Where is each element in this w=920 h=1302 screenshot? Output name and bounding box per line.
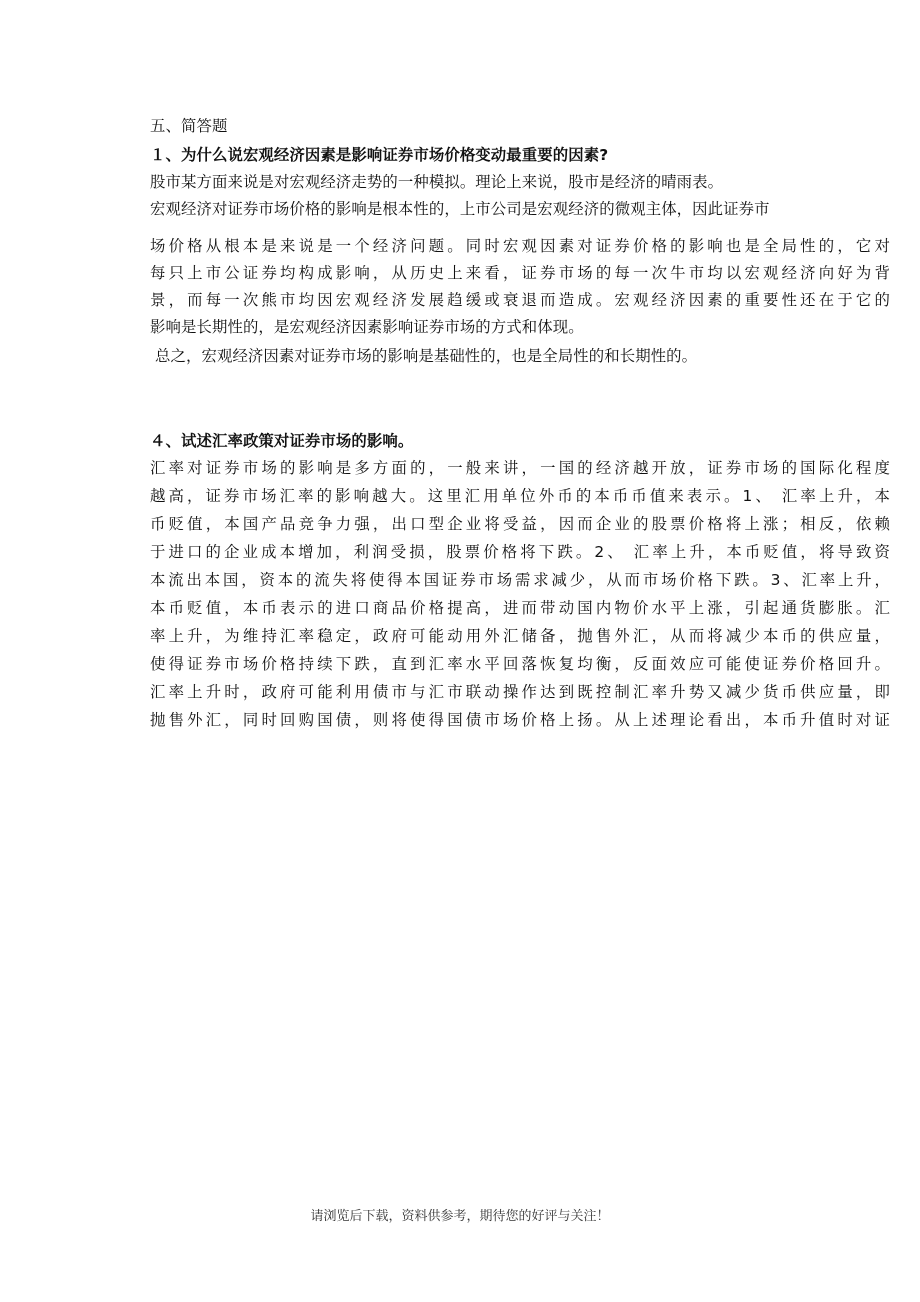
q4-line-2: 越高，证券市场汇率的影响越大。这里汇用单位外币的本币币值来表示。1、 汇率上升，本 [150, 487, 890, 505]
question-1-title: １、为什么说宏观经济因素是影响证券市场价格变动最重要的因素? [150, 146, 609, 164]
q4-line-9: 汇率上升时，政府可能利用债市与汇市联动操作达到既控制汇率升势又减少货币供应量，即 [150, 683, 890, 701]
q1-conclusion: 总之，宏观经济因素对证券市场的影响是基础性的，也是全局性的和长期性的。 [150, 347, 698, 365]
section-heading: 五、简答题 [150, 117, 228, 135]
q4-line-6: 本币贬值，本币表示的进口商品价格提高，进而带动国内物价水平上涨，引起通货膨胀。汇 [150, 599, 890, 617]
q1-line-4: 每只上市公证券均构成影响，从历史上来看，证券市场的每一次牛市均以宏观经济向好为背 [150, 264, 890, 282]
q4-line-8: 使得证券市场价格持续下跌，直到汇率水平回落恢复均衡，反面效应可能使证券价格回升。 [150, 655, 890, 673]
q1-line-2: 宏观经济对证券市场价格的影响是根本性的，上市公司是宏观经济的微观主体，因此证券市 [150, 200, 770, 218]
q4-line-4: 于进口的企业成本增加，利润受损，股票价格将下跌。2、 汇率上升，本币贬值，将导致资 [150, 543, 890, 561]
q1-line-3: 场价格从根本是来说是一个经济问题。同时宏观因素对证券价格的影响也是全局性的，它对 [150, 237, 890, 255]
q4-line-10: 抛售外汇，同时回购国债，则将使得国债市场价格上扬。从上述理论看出，本币升值时对证 [150, 711, 890, 729]
q4-line-3: 币贬值，本国产品竞争力强，出口型企业将受益，因而企业的股票价格将上涨；相反，依赖 [150, 515, 890, 533]
page-footer: 请浏览后下载，资料供参考，期待您的好评与关注！ [310, 1209, 610, 1224]
q1-line-1: 股市某方面来说是对宏观经济走势的一种模拟。理论上来说，股市是经济的晴雨表。 [150, 173, 724, 191]
q4-line-7: 率上升，为维持汇率稳定，政府可能动用外汇储备，抛售外汇，从而将减少本币的供应量， [150, 627, 890, 645]
q1-line-5: 景，而每一次熊市均因宏观经济发展趋缓或衰退而造成。宏观经济因素的重要性还在于它的 [150, 291, 890, 309]
q4-line-5: 本流出本国，资本的流失将使得本国证券市场需求减少，从而市场价格下跌。3、汇率上升， [150, 571, 890, 589]
question-4-title: ４、试述汇率政策对证券市场的影响。 [150, 432, 414, 450]
q1-line-6: 影响是长期性的，是宏观经济因素影响证券市场的方式和体现。 [150, 318, 584, 336]
q4-line-1: 汇率对证券市场的影响是多方面的，一般来讲，一国的经济越开放，证券市场的国际化程度 [150, 459, 890, 477]
